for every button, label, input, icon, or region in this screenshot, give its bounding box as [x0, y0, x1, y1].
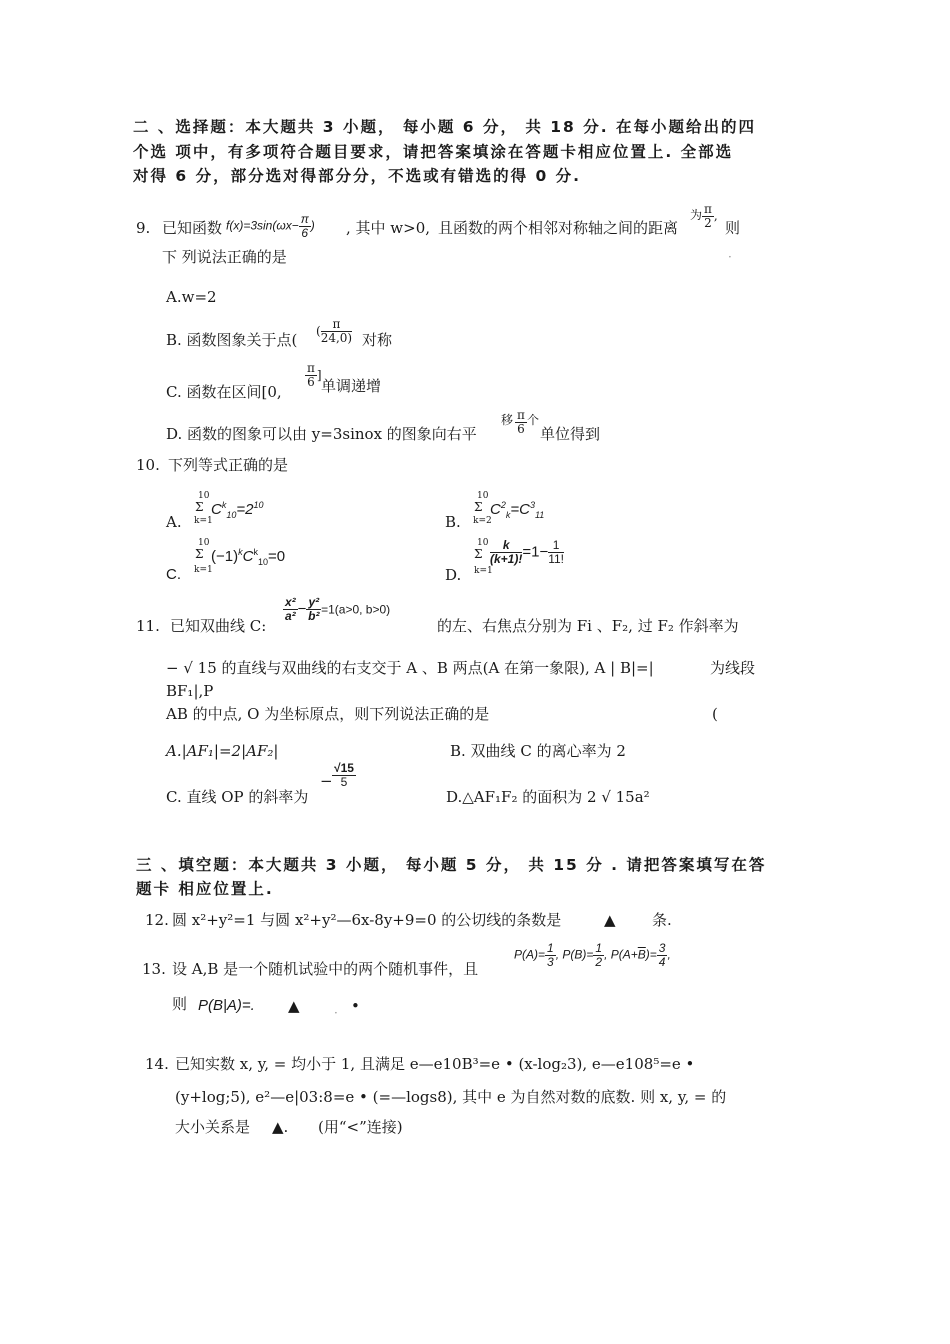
q9-distance-text: 且函数的两个相邻对称轴之间的距离: [438, 219, 679, 237]
q10-a-expr: $C^k_{10}=2^{10}$: [211, 500, 264, 520]
q10-b-sigma: Σ: [474, 500, 483, 514]
q11-option-b: B. 双曲线 C 的离心率为 2: [450, 742, 626, 760]
q11-option-d: D.△AF₁F₂ 的面积为 2 √ 15a²: [446, 788, 650, 806]
q9-line2: 下 列说法正确的是: [162, 248, 287, 266]
q10-a-top: 10: [198, 491, 210, 501]
q9-ze: 则: [725, 219, 741, 237]
q9-number: 9.: [136, 219, 151, 237]
q9-option-d-text: D. 函数的图象可以由 y=3sinox 的图象向右平: [166, 425, 477, 443]
q11-equation: $\frac{\text{x²}}{\text{a²}}$ − $\frac{\text{y²}}{\text{b²}}$ =1(a>0, b>0): [285, 595, 391, 623]
q13-text: 设 A,B 是一个随机试验中的两个随机事件，且: [172, 960, 479, 978]
q13-expression: P(B|A)=.: [198, 997, 255, 1014]
q9-option-b-text: B. 函数图象关于点(: [166, 331, 298, 349]
q13-answer-blank: ▲: [288, 997, 300, 1015]
q11-intro: 已知双曲线 C:: [170, 617, 267, 635]
q11-line2: − √ 15 的直线与双曲线的右支交于 A 、B 两点(A 在第一象限), A | B|=|: [166, 659, 654, 677]
q11-line3: BF₁|,P: [166, 682, 214, 700]
q10-a-sigma: Σ: [195, 500, 204, 514]
q11-option-a: A.|AF₁|=2|AF₂|: [166, 742, 279, 760]
q14-answer-blank: ▲.: [272, 1118, 289, 1136]
q14-number: 14.: [145, 1055, 169, 1073]
q9-option-a: A.w=2: [166, 288, 217, 306]
q11-number: 11.: [136, 617, 160, 635]
q10-c-bottom: k=1: [194, 565, 213, 575]
q9-option-c-text: C. 函数在区间[0,: [166, 383, 282, 401]
q13-probabilities: P(A)= $\frac{1}{3}$ , P(B)= $\frac{1}{2}$ , $P(A+\overline{B})=$ $\frac{3}{4}$ ,: [514, 941, 671, 969]
section2-line2: 个选 项中，有多项符合题目要求，请把答案填涂在答题卡相应位置上. 全部选: [133, 143, 734, 161]
q9-option-c-post: 单调递增: [321, 377, 382, 395]
q9-option-b-post: 对称: [362, 331, 393, 349]
q12-text: 圆 x²+y²=1 与圆 x²+y²—6x-8y+9=0 的公切线的条数是: [172, 911, 562, 929]
q10-c-top: 10: [198, 538, 210, 548]
q13-dot: •: [351, 997, 360, 1015]
q10-option-c-label: C.: [166, 566, 181, 583]
q9-wei: 为: [690, 208, 703, 222]
q9-option-c-interval: $\frac{\pi}{6}$ ]: [307, 361, 322, 389]
q10-a-bottom: k=1: [194, 516, 213, 526]
q9-option-d-shift: $\frac{\pi}{6}$: [517, 408, 525, 436]
q9-option-d-ge: 个: [527, 413, 540, 427]
q14-line1: 已知实数 x, y, = 均小于 1, 且满足 e—e10B³=e • (x-log₂3), e—e108⁵=e •: [175, 1055, 695, 1073]
q12-post: 条.: [652, 911, 672, 929]
q10-d-sigma: Σ: [474, 547, 483, 561]
q9-intro: 已知函数: [162, 219, 223, 237]
q13-ze: 则: [172, 995, 188, 1013]
q9-condition: , 其中 w>0,: [346, 219, 431, 237]
q14-line3-post: (用“<”连接): [318, 1118, 403, 1136]
q11-paren: (: [712, 705, 718, 723]
q11-foci-text: 的左、右焦点分别为 Fi 、F₂, 过 F₂ 作斜率为: [437, 617, 739, 635]
q9-option-d-yi: 移: [501, 413, 514, 427]
q13-number: 13.: [142, 960, 166, 978]
q9-option-b-point: ( $\frac{\pi}{24,0)}$: [316, 317, 353, 345]
q14-line2: (y+log;5), e²—e|03:8=e • (=—logs8), 其中 e 为自然对数的底数. 则 x, y, = 的: [175, 1088, 727, 1106]
q10-c-sigma: Σ: [195, 547, 204, 561]
q11-line4: AB 的中点, O 为坐标原点，则下列说法正确的是: [166, 705, 490, 723]
q14-line3: 大小关系是: [175, 1118, 251, 1136]
q10-b-expr: $C^2_k=C^3_{11}$: [490, 500, 545, 520]
q13-dot-faint: ·: [334, 1006, 338, 1020]
q9-distance-pi: $\frac{\pi}{2}$ ,: [704, 202, 718, 230]
q11-option-c-text: C. 直线 OP 的斜率为: [166, 788, 309, 806]
section3-line1: 三 、填空题：本大题共 3 小题， 每小题 5 分， 共 15 分 . 请把答案填写在答: [136, 856, 767, 874]
q10-number: 10.: [136, 456, 160, 474]
q9-option-d-post: 单位得到: [540, 425, 601, 443]
q9-function: f(x)=3sin(ωx− $\frac{\pi}{6}$ ): [226, 212, 315, 240]
q10-text: 下列等式正确的是: [168, 456, 289, 474]
q11-line2-end: 为线段: [710, 659, 756, 677]
q9-dot: ·: [728, 250, 732, 264]
q10-option-a-label: A.: [166, 513, 182, 531]
q10-d-top: 10: [477, 538, 489, 548]
q10-d-expr: $\frac{k}{(k+1)!}$ =1− $\frac{1}{11!}$: [490, 538, 565, 566]
q10-b-top: 10: [477, 491, 489, 501]
q10-b-bottom: k=2: [473, 516, 492, 526]
q11-option-c-minus: −: [320, 772, 333, 790]
section2-line3: 对得 6 分，部分选对得部分分，不选或有错选的得 0 分.: [133, 167, 582, 185]
q10-c-expr: $(-1)^kC^k_{10}=0$: [211, 547, 286, 567]
section3-line2: 题卡 相应位置上.: [136, 880, 274, 898]
q10-d-bottom: k=1: [474, 566, 493, 576]
q11-option-c-slope: $\frac{√15}{5}$: [334, 761, 354, 789]
section2-line1: 二 、选择题：本大题共 3 小题， 每小题 6 分， 共 18 分. 在每小题给出的四: [133, 118, 756, 136]
q12-number: 12.: [145, 911, 169, 929]
q12-answer-blank: ▲: [604, 911, 616, 929]
q10-option-d-label: D.: [445, 566, 462, 584]
q10-option-b-label: B.: [445, 513, 461, 531]
